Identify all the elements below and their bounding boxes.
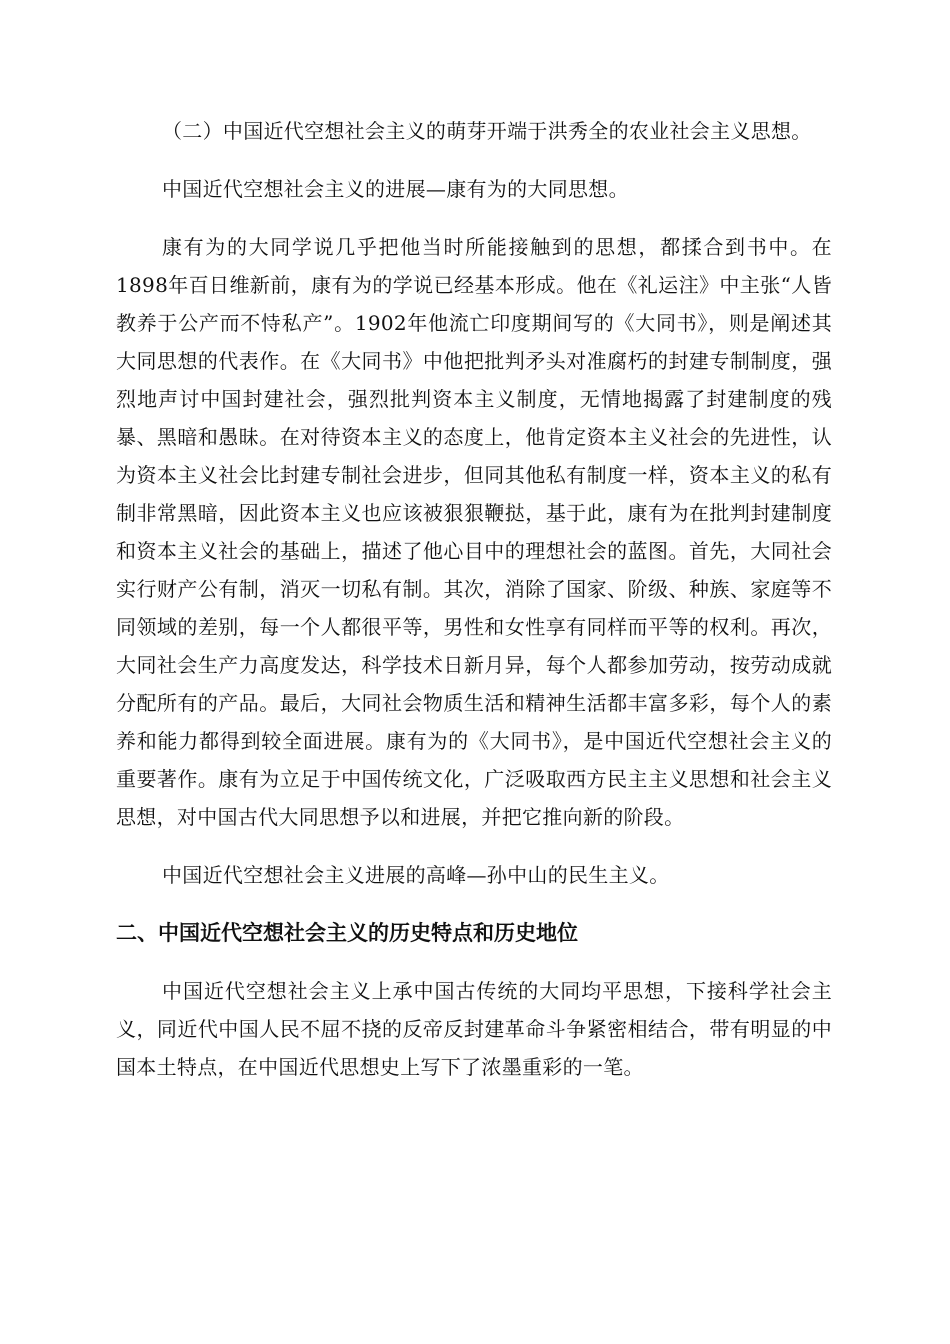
paragraph-kang-youwei-title: 中国近代空想社会主义的进展—康有为的大同思想。 xyxy=(162,177,629,201)
paragraph-datong-book: 康有为的大同学说几乎把他当时所能接触到的思想，都揉合到书中。在1898年百日维新前，康有为的学说已经基本形成。他在《礼运注》中主张“人皆教养于公产而不恃私产”。1902年他流亡印度期间写的《大同书》，则是阐述其大同思想的代表作。在《大同书》中他把批判矛头对准腐朽的封建专制制度，强烈地声讨中国封建社会，强烈批判资本主义制度，无情地揭露了封建制度的残暴、黑暗和愚昧。在对待资本主义的态度上，他肯定资本主义社会的先进性，认为资本主义社会比封建专制社会进步，但同其他私有制度一样，资本主义的私有制非常黑暗，因此资本主义也应该被狠狠鞭挞，基于此，康有为在批判封建制度和资本主义社会的基础上，描述了他心目中的理想社会的蓝图。首先，大同社会实行财产公有制，消灭一切私有制。其次，消除了国家、阶级、种族、家庭等不同领域的差别，每一个人都很平等，男性和女性享有同样而平等的权利。再次，大同社会生产力高度发达，科学技术日新月异，每个人都参加劳动，按劳动成就分配所有的产品。最后，大同社会物质生活和精神生活都丰富多彩，每个人的素养和能力都得到较全面进展。康有为的《大同书》，是中国近代空想社会主义的重要著作。康有为立足于中国传统文化，广泛吸取西方民主主义思想和社会主义思想，对中国古代大同思想予以和进展，并把它推向新的阶段。 xyxy=(116,235,832,829)
section-heading: 二、中国近代空想社会主义的历史特点和历史地位 xyxy=(116,921,578,945)
document-page xyxy=(116,112,832,1086)
spacer xyxy=(116,208,832,228)
paragraph-historical-features: 中国近代空想社会主义上承中国古传统的大同均平思想，下接科学社会主义，同近代中国人民不屈不挠的反帝反封建革命斗争紧密相结合，带有明显的中国本土特点，在中国近代思想史上写下了浓墨重彩的一笔。 xyxy=(116,979,832,1079)
paragraph-sprout: （二）中国近代空想社会主义的萌芽开端于洪秀全的农业社会主义思想。 xyxy=(162,119,812,143)
spacer xyxy=(116,836,832,856)
paragraph-sun-yatsen: 中国近代空想社会主义进展的高峰—孙中山的民生主义。 xyxy=(162,863,670,887)
spacer xyxy=(116,894,832,914)
spacer xyxy=(116,952,832,972)
spacer xyxy=(116,150,832,170)
